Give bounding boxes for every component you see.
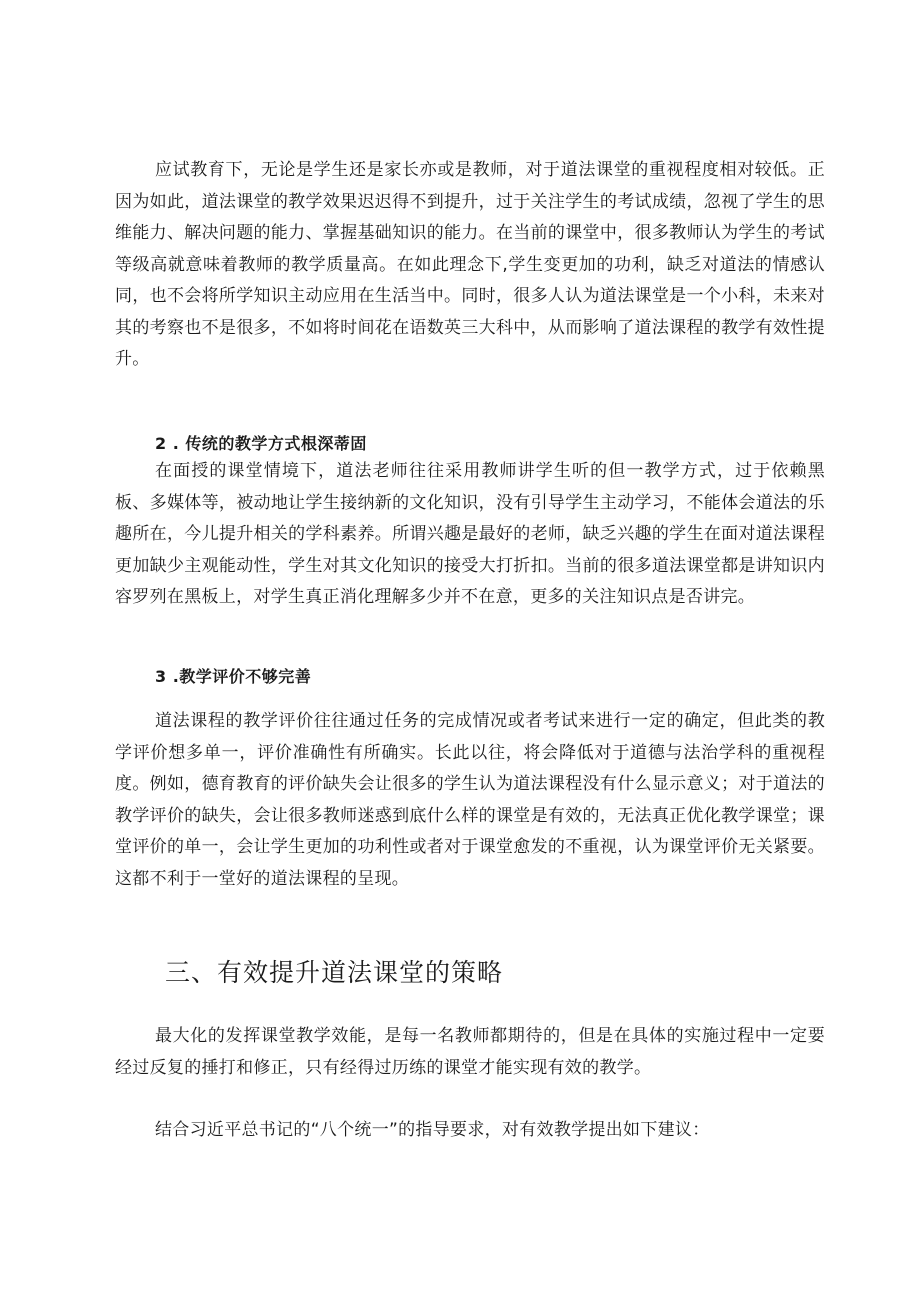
paragraph-maximize-efficiency: 最大化的发挥课堂教学效能，是每一名教师都期待的，但是在具体的实施过程中一定要经过反复的捶打和修正，只有经得过历练的课堂才能实现有效的教学。	[115, 1026, 825, 1078]
paragraph-exam-oriented-education: 应试教育下，无论是学生还是家长亦或是教师，对于道法课堂的重视程度相对较低。正因为如此，道法课堂的教学效果迟迟得不到提升，过于关注学生的考试成绩，忽视了学生的思维能力、解决问题的能力、掌握基础知识的能力。在当前的课堂中，很多教师认为学生的考试等级高就意味着教师的教学质量高。在如此理念下,学生变更加的功利，缺乏对道法的情感认同，也不会将所学知识主动应用在生活当中。同时，很多人认为道法课堂是一个小科，未来对其的考察也不是很多，不如将时间花在语数英三大科中，从而影响了道法课程的教学有效性提升。	[115, 160, 825, 369]
section-title-strategies: 三、有效提升道法课堂的策略	[165, 958, 504, 987]
subheading-traditional-teaching-methods: 2 . 传统的教学方式根深蒂固	[155, 434, 367, 453]
subheading-teaching-evaluation: 3 .教学评价不够完善	[155, 667, 312, 686]
paragraph-teaching-evaluation: 道法课程的教学评价往往通过任务的完成情况或者考试来进行一定的确定，但此类的教学评价想多单一，评价准确性有所确实。长此以往，将会降低对于道德与法治学科的重视程度。例如，德育教育的评价缺失会让很多的学生认为道法课程没有什么显示意义；对于道法的教学评价的缺失，会让很多教师迷惑到底什么样的课堂是有效的，无法真正优化教学课堂；课堂评价的单一，会让学生更加的功利性或者对于课堂愈发的不重视，认为课堂评价无关紧要。这都不利于一堂好的道法课程的呈现。	[115, 711, 825, 889]
paragraph-eight-unities: 结合习近平总书记的“八个统一”的指导要求，对有效教学提出如下建议：	[155, 1120, 710, 1140]
paragraph-teaching-methods: 在面授的课堂情境下，道法老师往往采用教师讲学生听的但一教学方式，过于依赖黑板、多媒体等，被动地让学生接纳新的文化知识，没有引导学生主动学习，不能体会道法的乐趣所在，今儿提升相关的学科素养。所谓兴趣是最好的老师，缺乏兴趣的学生在面对道法课程更加缺少主观能动性，学生对其文化知识的接受大打折扣。当前的很多道法课堂都是讲知识内容罗列在黑板上，对学生真正消化理解多少并不在意，更多的关注知识点是否讲完。	[115, 461, 825, 607]
